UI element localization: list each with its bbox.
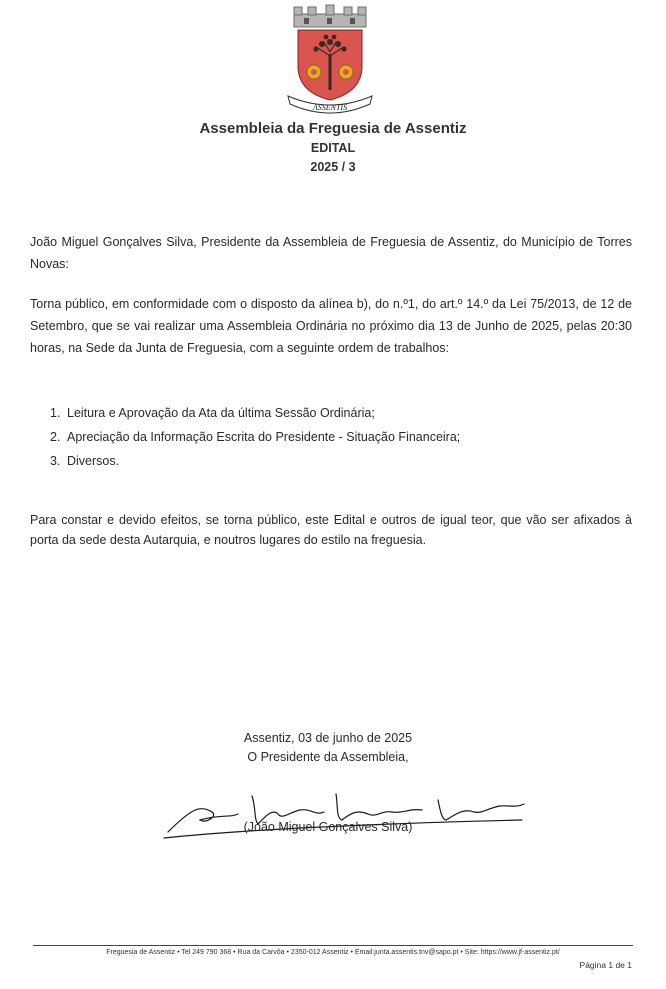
footer-divider bbox=[33, 945, 633, 946]
document-number: 2025 / 3 bbox=[310, 160, 356, 174]
agenda-item-text: Diversos. bbox=[67, 454, 120, 468]
agenda-item-text: Apreciação da Informação Escrita do Presidente - Situação Financeira; bbox=[67, 430, 461, 444]
mural-crown-icon bbox=[294, 5, 366, 27]
closing-paragraph: Para constar e devido efeitos, se torna público, este Edital e outros de igual teor, que vão ser afixados à porta da sede desta Autarquia, e noutros lugares do estilo na freguesia. bbox=[30, 513, 632, 547]
agenda-item bbox=[50, 425, 460, 449]
signatory-role: O Presidente da Assembleia, bbox=[247, 750, 409, 764]
footer-contact: Freguesia de Assentiz • Tel 249 790 368 • Rua da Carvôa • 2350-012 Assentiz • Email:junta.assentis.tnv@sapo.pt • Site: https://www.jf-assentiz.pt/ bbox=[106, 949, 560, 956]
announcement-paragraph: Torna público, em conformidade com o disposto da alínea b), do n.º1, do art.º 14.º da Lei 75/2013, de 12 de Setembro, que se vai realizar uma Assembleia Ordinária no próximo dia 13 de Junho de 2025, pelas 20:30 horas, na Sede da Junta de Freguesia, com a seguinte ordem de trabalhos: bbox=[30, 297, 632, 355]
signatory-name: (João Miguel Gonçalves Silva) bbox=[243, 820, 413, 834]
agenda-item-number: 1. bbox=[50, 406, 61, 420]
date-line: Assentiz, 03 de junho de 2025 bbox=[243, 731, 413, 745]
handwritten-signature bbox=[160, 790, 530, 842]
agenda-item-number: 2. bbox=[50, 430, 61, 444]
coat-of-arms-logo bbox=[280, 4, 380, 116]
intro-paragraph: João Miguel Gonçalves Silva, Presidente da Assembleia de Freguesia de Assentiz, do Município de Torres Novas: bbox=[30, 235, 632, 271]
agenda-item bbox=[50, 401, 460, 425]
document-type: EDITAL bbox=[310, 141, 356, 155]
agenda-item-number: 3. bbox=[50, 454, 61, 468]
agenda-list bbox=[50, 401, 460, 473]
page-number: Página 1 de 1 bbox=[579, 960, 632, 970]
crest-label: ASSENTIS bbox=[312, 103, 348, 112]
agenda-item bbox=[50, 449, 460, 473]
agenda-item-text: Leitura e Aprovação da Ata da última Sessão Ordinária; bbox=[67, 406, 375, 420]
page-title: Assembleia da Freguesia de Assentiz bbox=[199, 120, 467, 137]
